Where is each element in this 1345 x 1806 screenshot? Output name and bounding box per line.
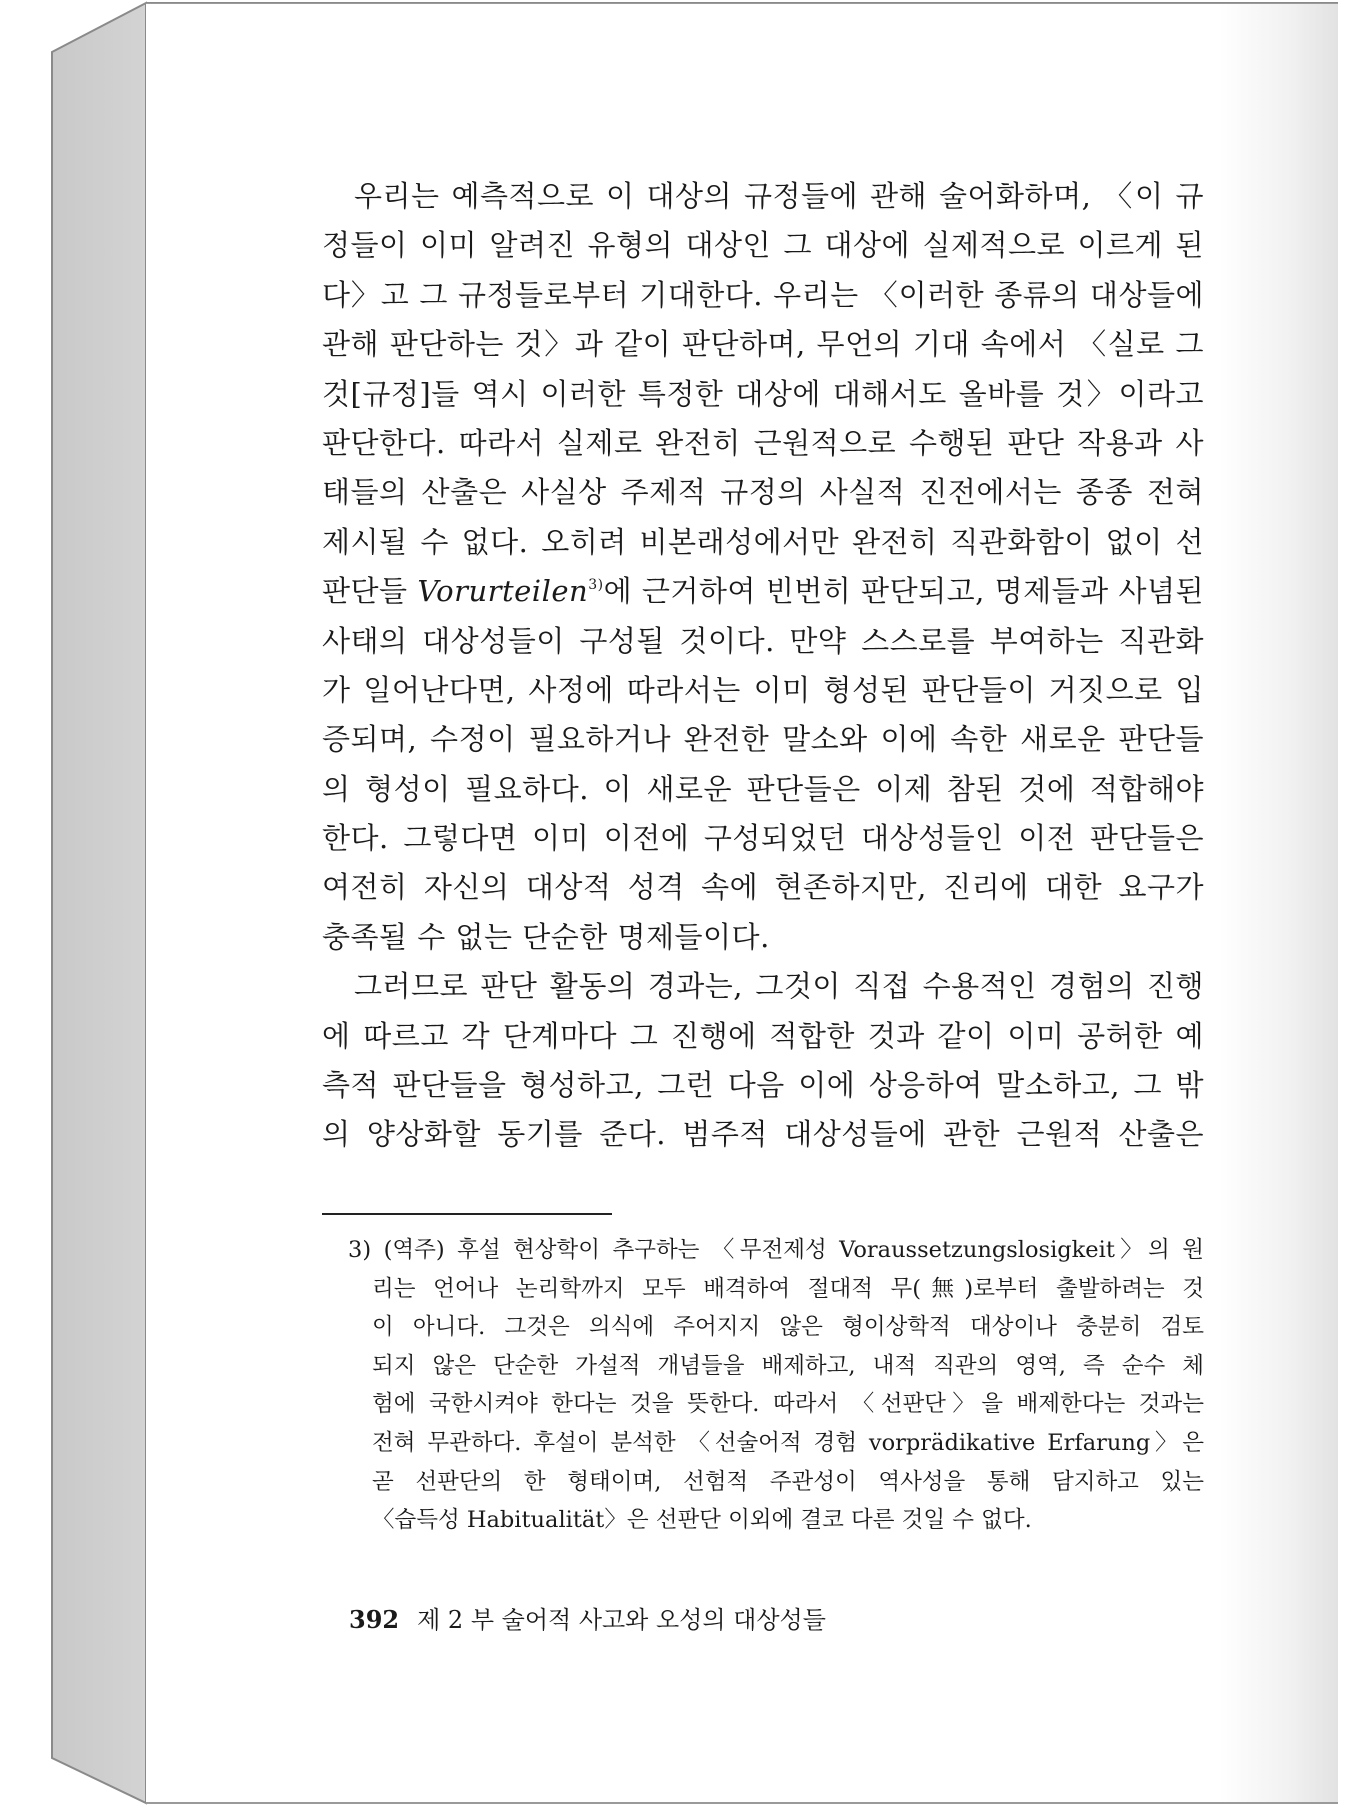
text-line: 관해 판단하는 것〉과 같이 판단하며, 무언의 기대 속에서 〈실로 그 [322, 327, 1204, 362]
running-head: 제 2 부 술어적 사고와 오성의 대상성들 [417, 1606, 826, 1634]
text-fragment: 판단들 [322, 574, 408, 609]
footnote-line: 전혀 무관하다. 후설이 분석한 〈선술어적 경험 vorprädikative Erfarung〉은 [372, 1429, 1204, 1456]
main-text [322, 172, 1204, 1160]
text-line: 한다. 그렇다면 이미 이전에 구성되었던 대상성들인 이전 판단들은 [322, 821, 1204, 856]
footnote-line: 리는 언어나 논리학까지 모두 배격하여 절대적 무(無)로부터 출발하려는 것 [372, 1275, 1204, 1302]
text-line: 의 양상화할 동기를 준다. 범주적 대상성들에 관한 근원적 산출은 [322, 1117, 1204, 1152]
footnote-divider [322, 1213, 612, 1215]
text-fragment: 에 근거하여 빈번히 판단되고, 명제들과 사념된 [603, 574, 1205, 609]
text-line: 사태의 대상성들이 구성될 것이다. 만약 스스로를 부여하는 직관화 [322, 623, 1204, 658]
text-line: 측적 판단들을 형성하고, 그런 다음 이에 상응하여 말소하고, 그 밖 [322, 1068, 1204, 1103]
text-line: 태들의 산출은 사실상 주제적 규정의 사실적 진전에서는 종종 전혀 [322, 475, 1204, 510]
footnote-line: 〈습득성 Habitualität〉은 선판단 이외에 결코 다른 것일 수 없다. [372, 1507, 1032, 1534]
footnote-marker: 3) [588, 577, 604, 594]
text-line: 의 형성이 필요하다. 이 새로운 판단들은 이제 참된 것에 적합해야 [322, 771, 1204, 806]
page-number: 392 [349, 1605, 400, 1634]
footnote [348, 1231, 1204, 1540]
text-line: 정들이 이미 알려진 유형의 대상인 그 대상에 실제적으로 이르게 된 [322, 228, 1204, 263]
text-line: 에 따르고 각 단계마다 그 진행에 적합한 것과 같이 이미 공허한 예 [322, 1018, 1204, 1053]
text-line: 가 일어난다면, 사정에 따라서는 이미 형성된 판단들이 거짓으로 입 [322, 672, 1204, 707]
footnote-line: 3) (역주) 후설 현상학이 추구하는 〈무전제성 Voraussetzungslosigkeit〉의 원 [348, 1237, 1204, 1263]
text-line: 제시될 수 없다. 오히려 비본래성에서만 완전히 직관화함이 없이 선 [322, 524, 1204, 559]
footnote-line: 되지 않은 단순한 가설적 개념들을 배제하고, 내적 직관의 영역, 즉 순수 체 [372, 1352, 1204, 1379]
footnote-line: 이 아니다. 그것은 의식에 주어지지 않은 형이상학적 대상이나 충분히 검토 [372, 1314, 1204, 1341]
text-line: 것[규정]들 역시 이러한 특정한 대상에 대해서도 올바를 것〉이라고 [322, 376, 1204, 411]
page-footer [349, 1600, 826, 1635]
text-line: 판단한다. 따라서 실제로 완전히 근원적으로 수행된 판단 작용과 사 [322, 425, 1204, 460]
text-line: 증되며, 수정이 필요하거나 완전한 말소와 이에 속한 새로운 판단들 [322, 722, 1204, 757]
text-line: 그러므로 판단 활동의 경과는, 그것이 직접 수용적인 경험의 진행 [354, 969, 1204, 1004]
text-line: 여전히 자신의 대상적 성격 속에 현존하지만, 진리에 대한 요구가 [322, 870, 1204, 905]
german-term: Vorurteilen [417, 574, 589, 609]
text-line: 충족될 수 없는 단순한 명제들이다. [322, 919, 770, 954]
text-line: 다〉고 그 규정들로부터 기대한다. 우리는 〈이러한 종류의 대상들에 [322, 277, 1204, 312]
text-line-vorurteilen [322, 567, 1204, 616]
footnote-line: 곧 선판단의 한 형태이며, 선험적 주관성이 역사성을 통해 담지하고 있는 [372, 1468, 1204, 1495]
text-line: 우리는 예측적으로 이 대상의 규정들에 관해 술어화하며, 〈이 규 [354, 179, 1204, 213]
footnote-line: 험에 국한시켜야 한다는 것을 뜻한다. 따라서 〈선판단〉을 배제한다는 것과는 [372, 1391, 1204, 1418]
